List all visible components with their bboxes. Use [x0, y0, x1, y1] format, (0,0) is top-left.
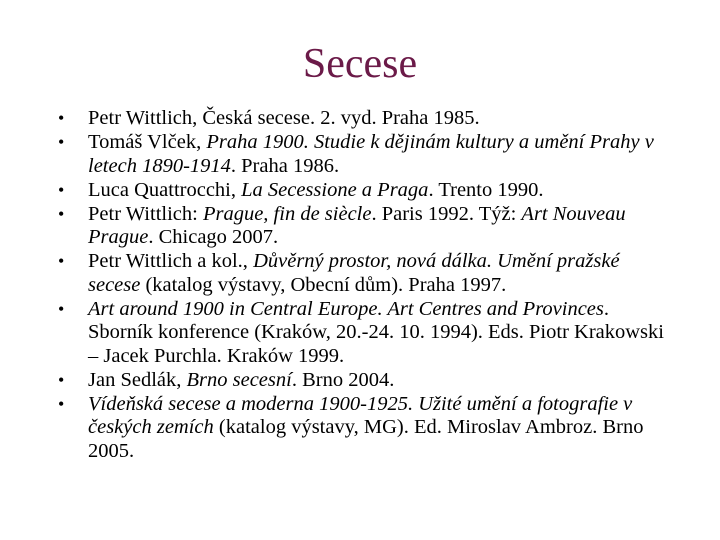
bullet-icon: •: [58, 298, 65, 319]
bibliography-list: [58, 107, 668, 464]
citation-text: . Paris 1992. Týž:: [371, 202, 522, 225]
bullet-icon: •: [58, 393, 65, 414]
italic-title-text: La Secessione a Praga: [241, 178, 429, 201]
bibliography-item: [58, 179, 668, 203]
slide-title: Secese: [302, 41, 418, 87]
bullet-icon: •: [58, 251, 65, 271]
citation-text: Tomáš Vlček,: [88, 131, 207, 153]
italic-title-text: Důvěrný prostor, nová dálka. Umění pražské secese: [88, 250, 620, 296]
italic-title-text: Art Nouveau Prague: [88, 202, 626, 248]
bullet-icon: •: [58, 132, 65, 152]
italic-title-text: Vídeňská secese a moderna 1900-1925. Užité umění a fotografie v českých zemích: [88, 392, 633, 438]
bullet-icon: •: [58, 179, 65, 200]
citation-text: Petr Wittlich, Česká secese. 2. vyd. Praha 1985.: [88, 107, 480, 129]
italic-title-text: Praha 1900. Studie k dějinám kultury a umění Prahy v letech 1890-1914: [88, 131, 654, 177]
bibliography-item: [58, 250, 668, 297]
bibliography-item: [58, 107, 668, 131]
bibliography-item: [58, 131, 668, 178]
bullet-icon: •: [58, 203, 65, 224]
citation-text: Petr Wittlich:: [88, 202, 203, 225]
citation-text: . Sborník konference (Kraków, 20.-24. 10. 1994). Eds. Piotr Krakowski – Jacek Purchla. Kraków 1999.: [88, 297, 664, 367]
bibliography-item: [58, 203, 668, 250]
citation-text: Jan Sedlák,: [88, 368, 187, 391]
italic-title-text: Brno secesní: [186, 368, 292, 391]
italic-title-text: Art around 1900 in Central Europe. Art Centres and Provinces: [88, 297, 604, 320]
citation-text: . Brno 2004.: [291, 368, 395, 391]
citation-text: Luca Quattrocchi,: [88, 178, 242, 201]
bibliography-item: [58, 298, 668, 369]
citation-text: (katalog výstavy, MG). Ed. Miroslav Ambroz. Brno 2005.: [88, 416, 644, 462]
citation-text: . Trento 1990.: [428, 178, 544, 201]
bibliography-item: [58, 369, 668, 393]
citation-text: . Chicago 2007.: [148, 226, 279, 248]
bibliography-item: [58, 393, 668, 464]
bullet-icon: •: [58, 108, 65, 128]
citation-text: (katalog výstavy, Obecní dům). Praha 1997.: [140, 273, 507, 296]
italic-title-text: Prague, fin de siècle: [202, 202, 372, 225]
bullet-icon: •: [58, 369, 65, 390]
citation-text: . Praha 1986.: [230, 154, 340, 177]
citation-text: Petr Wittlich a kol.,: [88, 250, 254, 272]
